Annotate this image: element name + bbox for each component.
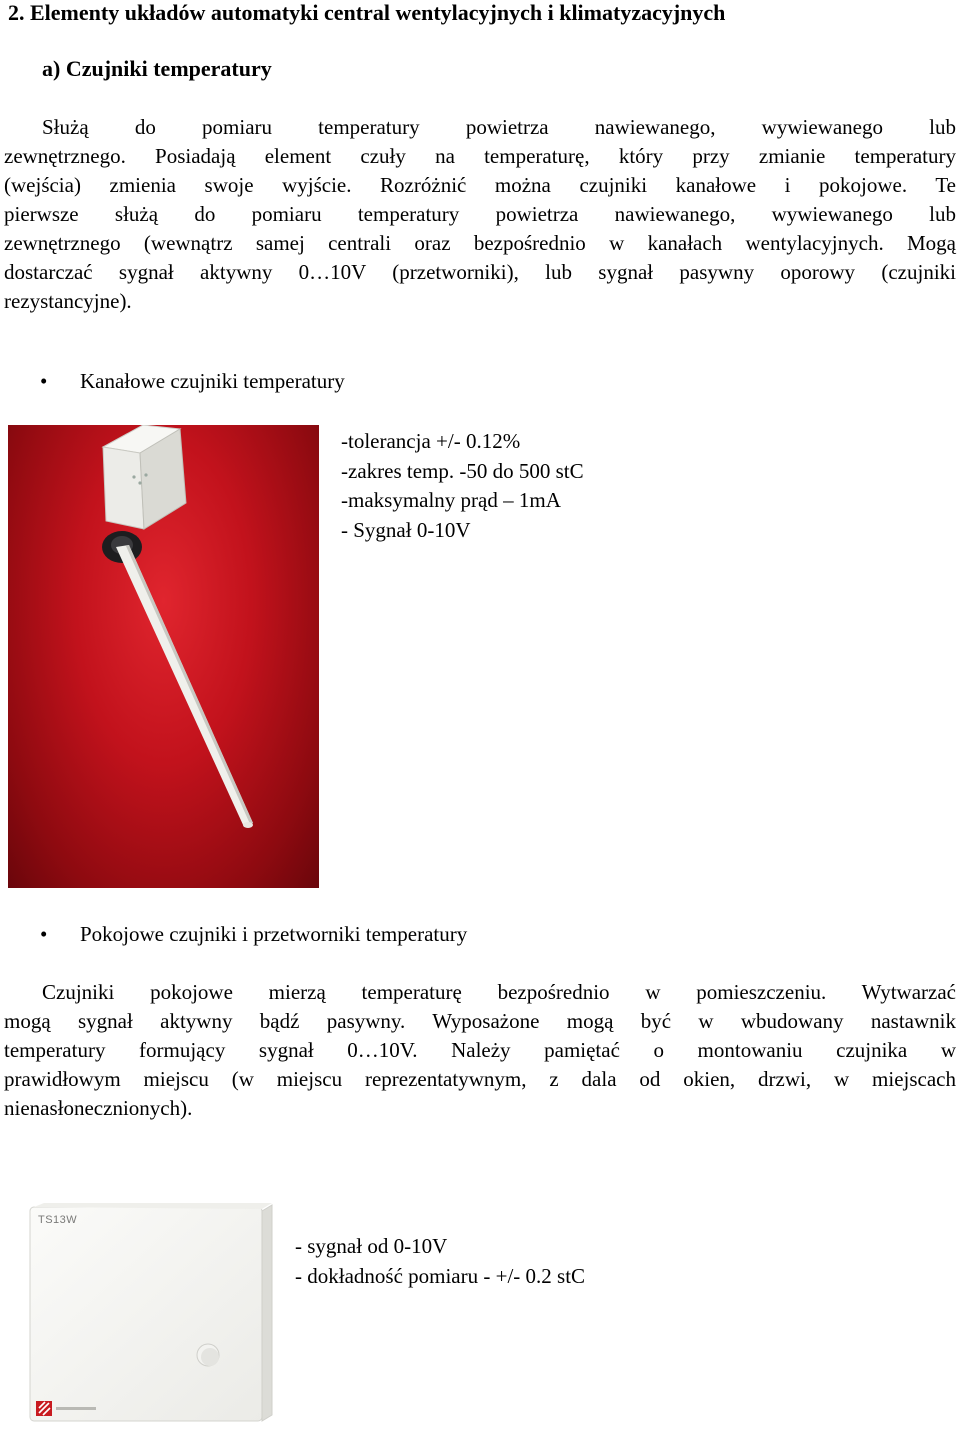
room-line: nienasłonecznionych). bbox=[4, 1096, 193, 1120]
room-spec-item: - sygnał od 0-10V bbox=[295, 1234, 448, 1258]
room-line: temperatury formujący sygnał 0…10V. Należy pamiętać o montowaniu czujnika w bbox=[4, 1038, 956, 1062]
room-sensor-illustration bbox=[28, 1203, 274, 1425]
bullet-marker: • bbox=[40, 922, 48, 946]
duct-sensor-illustration bbox=[8, 425, 319, 888]
subsection-title: a) Czujniki temperatury bbox=[42, 56, 272, 81]
bullet-marker: • bbox=[40, 369, 48, 393]
intro-line: zewnętrznego. Posiadają element czuły na temperaturę, który przy zmianie temperatury bbox=[4, 144, 956, 168]
intro-line: dostarczać sygnał aktywny 0…10V (przetworniki), lub sygnał pasywny oporowy (czujniki bbox=[4, 260, 956, 284]
intro-line: rezystancyjne). bbox=[4, 289, 132, 313]
room-line: prawidłowym miejscu (w miejscu reprezentatywnym, z dala od okien, drzwi, w miejscach bbox=[4, 1067, 956, 1091]
duct-spec-list bbox=[341, 427, 584, 545]
bullet-room-sensors: Pokojowe czujniki i przetworniki temperatury bbox=[80, 922, 468, 946]
room-spec-list bbox=[295, 1232, 585, 1291]
room-device-label: TS13W bbox=[38, 1214, 78, 1226]
intro-line: (wejścia) zmienia swoje wyjście. Rozróżnić można czujniki kanałowe i pokojowe. Te bbox=[4, 173, 956, 197]
bullet-duct-sensors: Kanałowe czujniki temperatury bbox=[80, 369, 345, 393]
intro-line: Służą do pomiaru temperatury powietrza nawiewanego, wywiewanego lub bbox=[42, 115, 956, 139]
room-paragraph bbox=[4, 978, 956, 1123]
room-line: Czujniki pokojowe mierzą temperaturę bezpośrednio w pomieszczeniu. Wytwarzać bbox=[42, 980, 956, 1004]
room-spec-item: - dokładność pomiaru - +/- 0.2 stC bbox=[295, 1263, 586, 1288]
duct-spec-item: -zakres temp. -50 do 500 stC bbox=[341, 458, 584, 483]
intro-line: pierwsze służą do pomiaru temperatury powietrza nawiewanego, wywiewanego lub bbox=[4, 202, 956, 226]
intro-line: zewnętrznego (wewnątrz samej centrali oraz bezpośrednio w kanałach wentylacyjnych. Mogą bbox=[4, 231, 956, 255]
duct-spec-item: -tolerancja +/- 0.12% bbox=[341, 429, 521, 453]
duct-spec-item: -maksymalny prąd – 1mA bbox=[341, 488, 561, 512]
intro-paragraph bbox=[4, 113, 956, 316]
room-sensor-photo bbox=[28, 1203, 274, 1425]
duct-sensor-photo bbox=[8, 425, 319, 888]
duct-spec-item: - Sygnał 0-10V bbox=[341, 517, 471, 542]
room-line: mogą sygnał aktywny bądź pasywny. Wyposażone mogą być w wbudowany nastawnik bbox=[4, 1009, 956, 1033]
section-title: 2. Elementy układów automatyki central wentylacyjnych i klimatyzacyjnych bbox=[8, 0, 726, 25]
